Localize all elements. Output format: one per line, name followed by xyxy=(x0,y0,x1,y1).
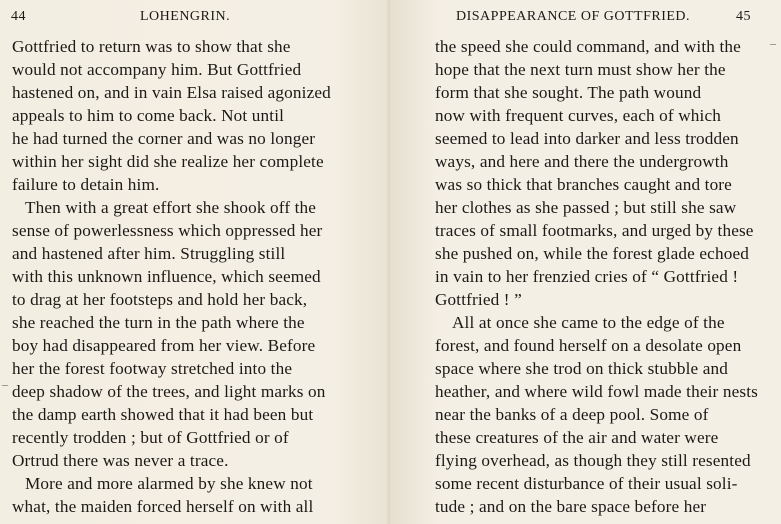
right-running-head: DISAPPEARANCE OF GOTTFRIED. xyxy=(456,9,691,24)
text-line: appeals to him to come back. Not until xyxy=(12,106,285,125)
text-line: Gottfried to return was to show that she xyxy=(12,37,291,56)
text-line: Then with a great effort she shook off the xyxy=(25,198,317,217)
text-line: her clothes as she passed ; but still she saw xyxy=(435,198,737,217)
text-line: these creatures of the air and water were xyxy=(435,428,719,447)
text-line: forest, and found herself on a desolate open xyxy=(435,336,742,355)
text-line: Gottfried ! ” xyxy=(435,290,522,309)
text-line: some recent disturbance of their usual soli- xyxy=(435,474,738,493)
text-line: space where she trod on thick stubble and xyxy=(435,359,728,378)
margin-tick-mark: – xyxy=(2,377,8,391)
text-line: hope that the next turn must show her the xyxy=(435,60,726,79)
text-line: boy had disappeared from her view. Before xyxy=(12,336,316,355)
text-line: what, the maiden forced herself on with all xyxy=(12,497,314,516)
text-line: tude ; and on the bare space before her xyxy=(435,497,707,516)
text-line: deep shadow of the trees, and light marks on xyxy=(12,382,326,401)
text-line: sense of powerlessness which oppressed her xyxy=(12,221,323,240)
text-line: ways, and here and there the undergrowth xyxy=(435,152,729,171)
text-line: flying overhead, as though they still resented xyxy=(435,451,751,470)
text-line: he had turned the corner and was no longer xyxy=(12,129,316,148)
text-line: hastened on, and in vain Elsa raised agonized xyxy=(12,83,331,102)
text-line: with this unknown influence, which seemed xyxy=(12,267,321,286)
text-line: the damp earth showed that it had been but xyxy=(12,405,314,424)
text-line: would not accompany him. But Gottfried xyxy=(12,60,302,79)
left-page xyxy=(0,0,390,524)
text-line: she reached the turn in the path where the xyxy=(12,313,305,332)
text-line: now with frequent curves, each of which xyxy=(435,106,722,125)
text-line: seemed to lead into darker and less trodden xyxy=(435,129,739,148)
text-line: heather, and where wild fowl made their nests xyxy=(435,382,758,401)
text-line: recently trodden ; but of Gottfried or of xyxy=(12,428,289,447)
right-page-number: 45 xyxy=(736,9,751,24)
left-page-number: 44 xyxy=(11,9,26,24)
text-line: within her sight did she realize her complete xyxy=(12,152,324,171)
text-line: All at once she came to the edge of the xyxy=(452,313,725,332)
right-page xyxy=(390,0,781,524)
margin-tick-mark: – xyxy=(770,36,776,50)
text-line: traces of small footmarks, and urged by these xyxy=(435,221,754,240)
text-line: Ortrud there was never a trace. xyxy=(12,451,229,470)
text-line: the speed she could command, and with the xyxy=(435,37,741,56)
text-line: in vain to her frenzied cries of “ Gottfried ! xyxy=(435,267,739,286)
text-line: form that she sought. The path wound xyxy=(435,83,702,102)
text-line: failure to detain him. xyxy=(12,175,160,194)
text-line: was so thick that branches caught and tore xyxy=(435,175,732,194)
text-line: and hastened after him. Struggling still xyxy=(12,244,286,263)
text-line: More and more alarmed by she knew not xyxy=(25,474,313,493)
text-line: her the forest footway stretched into the xyxy=(12,359,293,378)
text-line: near the banks of a deep pool. Some of xyxy=(435,405,709,424)
left-running-head: LOHENGRIN. xyxy=(140,9,231,24)
text-line: to drag at her footsteps and hold her back, xyxy=(12,290,308,309)
text-line: she pushed on, while the forest glade echoed xyxy=(435,244,749,263)
